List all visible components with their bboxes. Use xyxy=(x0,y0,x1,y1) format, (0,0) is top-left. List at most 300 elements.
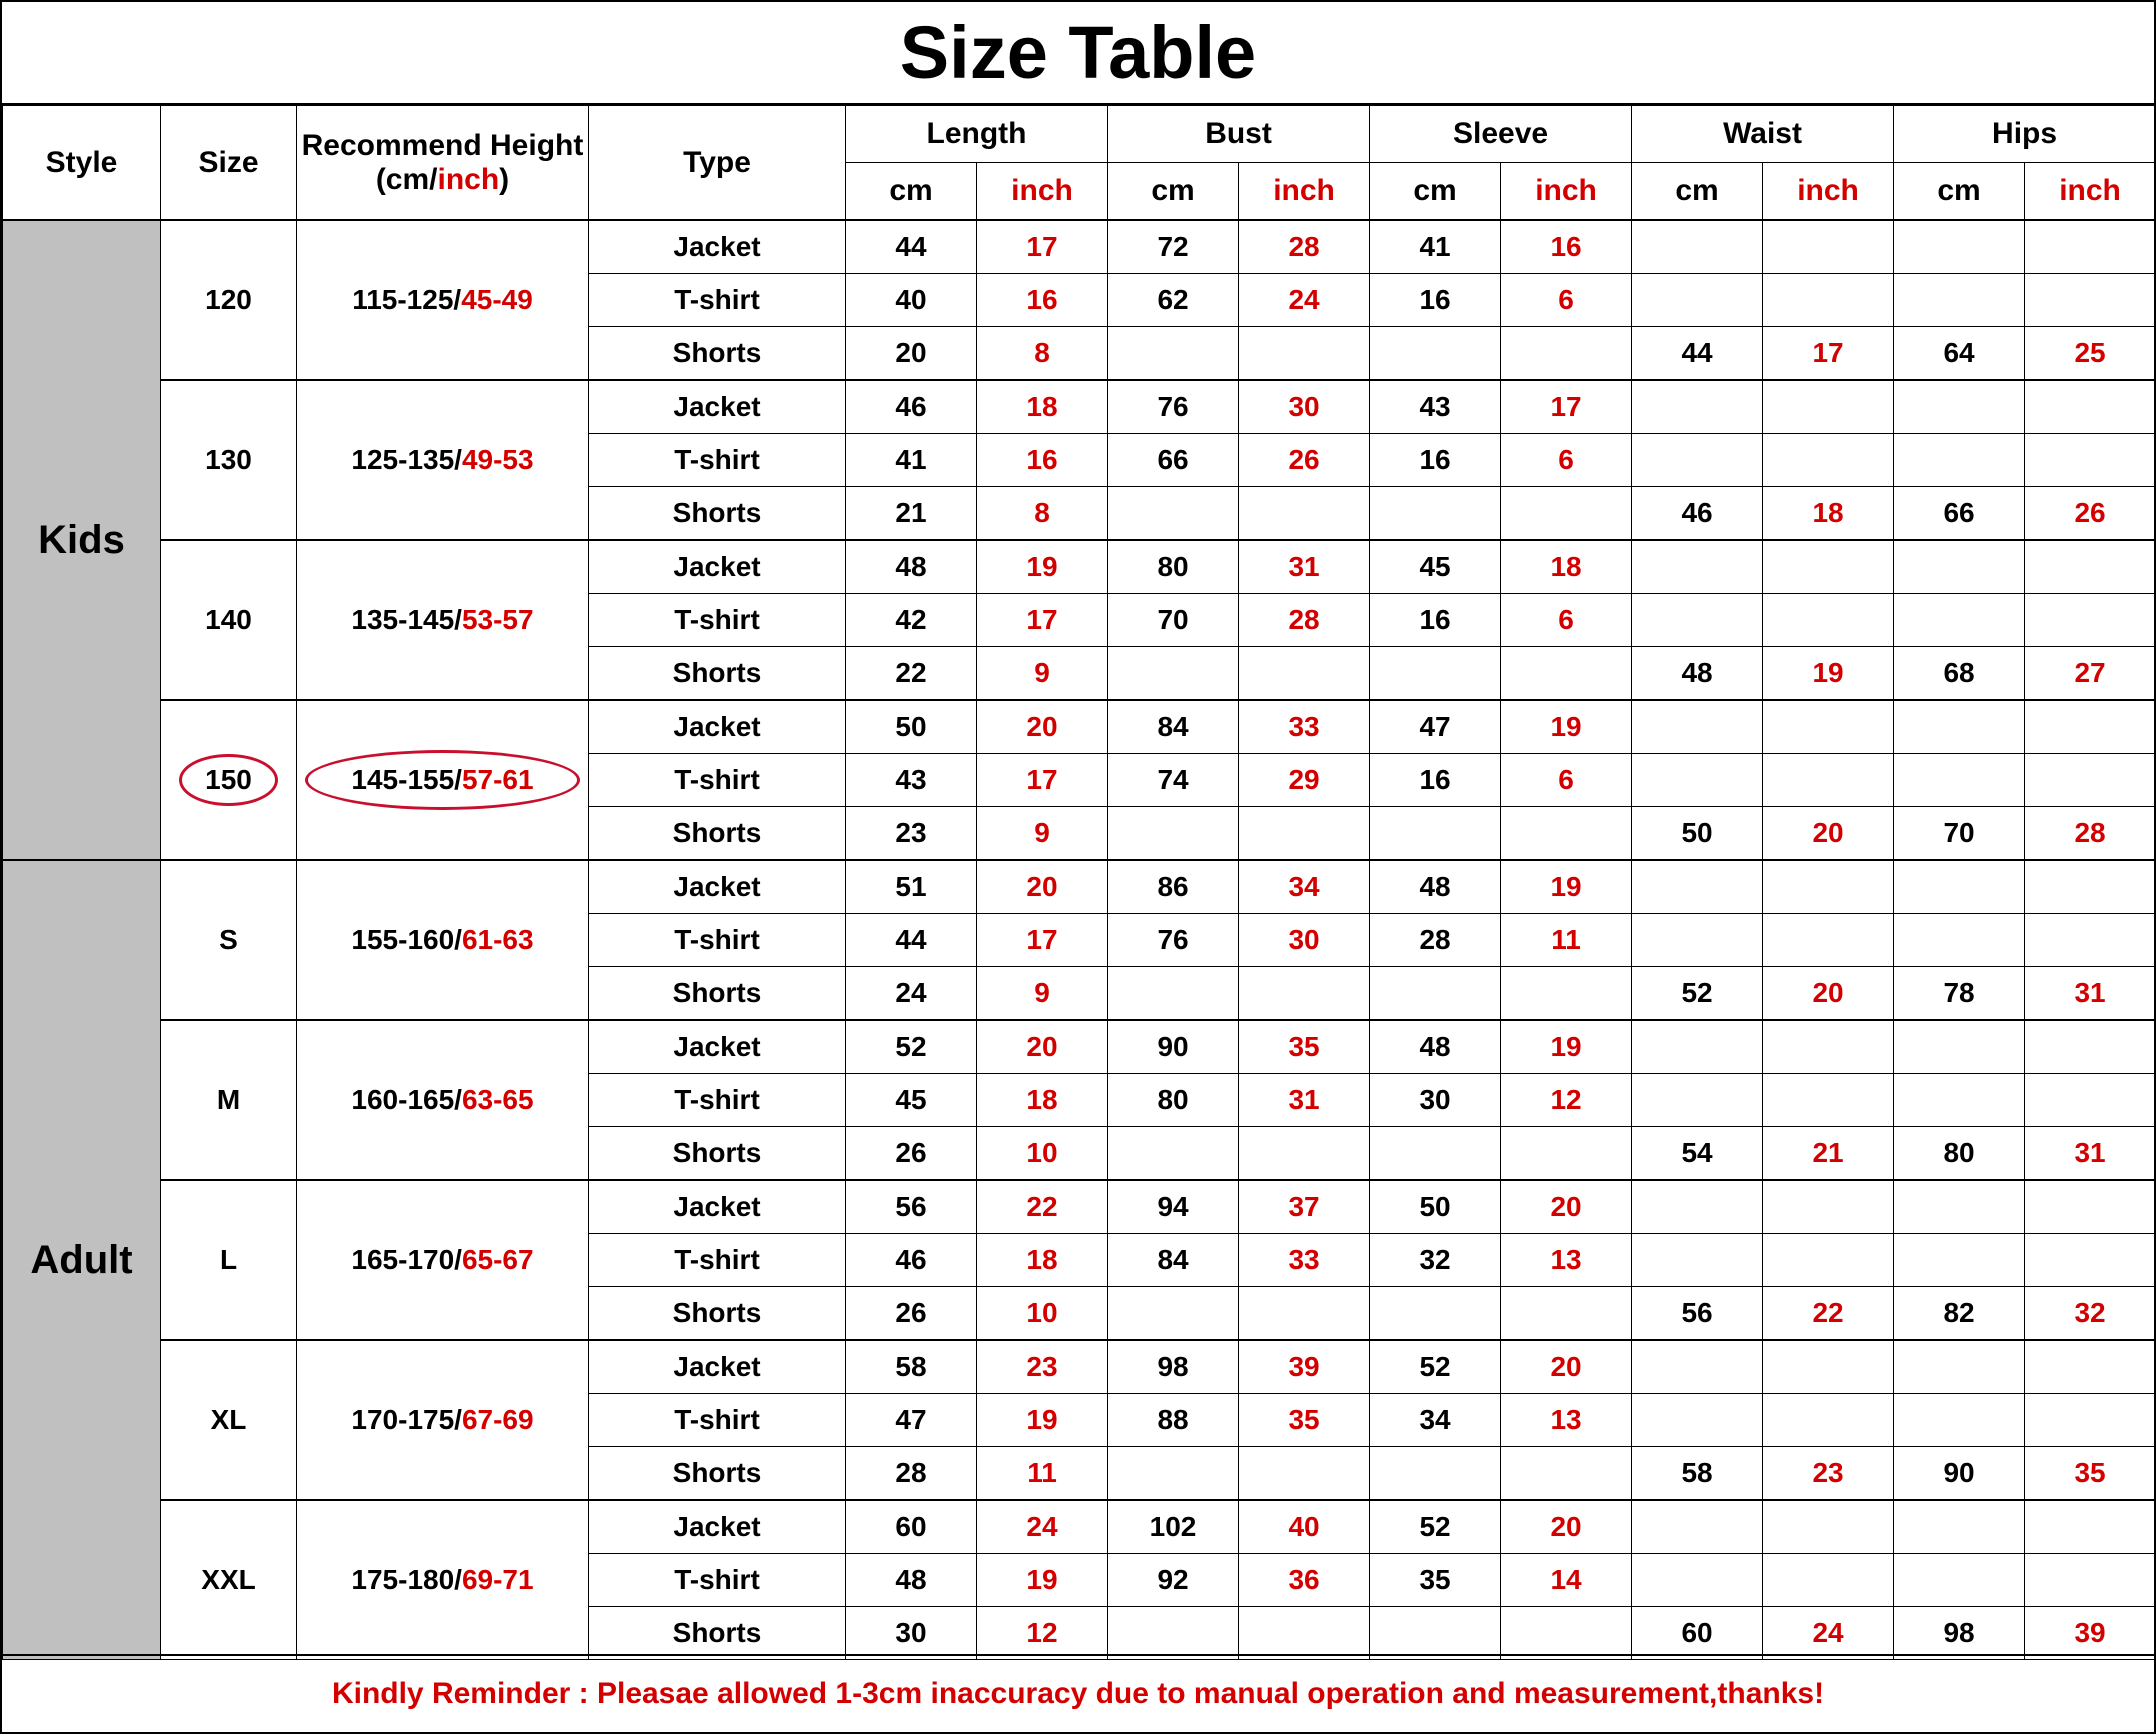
measure-cm xyxy=(1632,1394,1763,1447)
measure-cm: 78 xyxy=(1894,967,2025,1021)
measure-cm: 58 xyxy=(846,1340,977,1394)
measure-inch: 24 xyxy=(1239,274,1370,327)
measure-inch xyxy=(1763,1074,1894,1127)
measure-inch: 22 xyxy=(1763,1287,1894,1341)
measure-inch xyxy=(1501,1287,1632,1341)
measure-inch: 22 xyxy=(977,1180,1108,1234)
measure-cm xyxy=(1894,1394,2025,1447)
size-label: M xyxy=(216,1084,241,1115)
measure-cm xyxy=(1108,1287,1239,1341)
measure-cm: 90 xyxy=(1108,1020,1239,1074)
measure-cm: 98 xyxy=(1894,1607,2025,1660)
measure-inch: 17 xyxy=(1501,380,1632,434)
measure-cm xyxy=(1632,540,1763,594)
size-cell xyxy=(161,860,297,1020)
measure-inch: 19 xyxy=(1501,860,1632,914)
size-label: XXL xyxy=(201,1564,256,1595)
measure-cm: 48 xyxy=(846,1554,977,1607)
measure-inch xyxy=(1501,647,1632,701)
measure-cm xyxy=(1370,1447,1501,1501)
measure-cm: 40 xyxy=(846,274,977,327)
recommend-height-cell xyxy=(297,220,589,380)
table-row xyxy=(3,860,2156,914)
measure-inch xyxy=(1763,274,1894,327)
measure-cm: 42 xyxy=(846,594,977,647)
measure-inch xyxy=(1763,860,1894,914)
measure-cm: 80 xyxy=(1108,1074,1239,1127)
measure-inch: 18 xyxy=(977,1074,1108,1127)
measure-cm: 56 xyxy=(1632,1287,1763,1341)
measure-cm: 50 xyxy=(1370,1180,1501,1234)
measure-inch: 11 xyxy=(1501,914,1632,967)
size-cell xyxy=(161,1180,297,1340)
size-cell xyxy=(161,1500,297,1660)
header-unit-cm: cm xyxy=(1632,163,1763,221)
size-cell xyxy=(161,700,297,860)
measure-cm xyxy=(1108,1447,1239,1501)
measure-inch: 33 xyxy=(1239,700,1370,754)
table-row xyxy=(3,700,2156,754)
measure-inch: 34 xyxy=(1239,860,1370,914)
size-cell xyxy=(161,540,297,700)
measure-inch xyxy=(1763,594,1894,647)
measure-inch xyxy=(2025,754,2156,807)
recommend-height: 115-125/45-49 xyxy=(352,284,533,315)
measure-inch: 17 xyxy=(1763,327,1894,381)
measure-cm: 26 xyxy=(846,1127,977,1181)
measure-inch xyxy=(1239,807,1370,861)
measure-inch xyxy=(2025,1554,2156,1607)
header-group-waist: Waist xyxy=(1632,106,1894,163)
measure-inch: 6 xyxy=(1501,754,1632,807)
recommend-height-cell xyxy=(297,1180,589,1340)
table-row xyxy=(3,1500,2156,1554)
measure-cm: 94 xyxy=(1108,1180,1239,1234)
table-row xyxy=(3,540,2156,594)
measure-inch xyxy=(1763,1180,1894,1234)
measure-cm xyxy=(1632,1074,1763,1127)
measure-cm xyxy=(1370,1607,1501,1660)
measure-cm: 34 xyxy=(1370,1394,1501,1447)
measure-inch: 30 xyxy=(1239,914,1370,967)
header-group-length: Length xyxy=(846,106,1108,163)
recommend-height: 175-180/69-71 xyxy=(351,1564,534,1595)
measure-inch: 20 xyxy=(1501,1340,1632,1394)
measure-cm: 88 xyxy=(1108,1394,1239,1447)
table-row xyxy=(3,1020,2156,1074)
measure-inch: 20 xyxy=(1501,1500,1632,1554)
measure-cm xyxy=(1894,1340,2025,1394)
measure-cm xyxy=(1894,914,2025,967)
header-unit-cm: cm xyxy=(1894,163,2025,221)
measure-inch: 17 xyxy=(977,754,1108,807)
measure-cm xyxy=(1108,327,1239,381)
recommend-height-cell xyxy=(297,1500,589,1660)
measure-inch xyxy=(1763,434,1894,487)
measure-cm: 66 xyxy=(1894,487,2025,541)
garment-type: T-shirt xyxy=(589,914,846,967)
garment-type: T-shirt xyxy=(589,1234,846,1287)
measure-inch xyxy=(2025,860,2156,914)
measure-cm: 48 xyxy=(1370,1020,1501,1074)
measure-cm xyxy=(1108,967,1239,1021)
measure-cm xyxy=(1632,434,1763,487)
garment-type: T-shirt xyxy=(589,434,846,487)
measure-inch: 13 xyxy=(1501,1394,1632,1447)
measure-cm: 64 xyxy=(1894,327,2025,381)
size-cell xyxy=(161,220,297,380)
measure-inch xyxy=(1763,380,1894,434)
garment-type: Jacket xyxy=(589,1340,846,1394)
garment-type: Jacket xyxy=(589,380,846,434)
measure-cm: 20 xyxy=(846,327,977,381)
header-height-line2: (cm/inch) xyxy=(375,162,510,196)
measure-cm: 48 xyxy=(1632,647,1763,701)
measure-inch: 23 xyxy=(977,1340,1108,1394)
measure-cm: 16 xyxy=(1370,434,1501,487)
measure-cm xyxy=(1632,594,1763,647)
measure-cm xyxy=(1894,1500,2025,1554)
measure-cm: 74 xyxy=(1108,754,1239,807)
measure-inch xyxy=(2025,434,2156,487)
recommend-height-cell xyxy=(297,860,589,1020)
garment-type: T-shirt xyxy=(589,1554,846,1607)
measure-inch xyxy=(1501,487,1632,541)
measure-cm xyxy=(1894,220,2025,274)
size-label: XL xyxy=(210,1404,247,1435)
measure-inch xyxy=(2025,1394,2156,1447)
measure-cm xyxy=(1370,1127,1501,1181)
measure-cm xyxy=(1632,1340,1763,1394)
measure-inch xyxy=(1501,1127,1632,1181)
measure-inch: 20 xyxy=(977,1020,1108,1074)
measure-inch: 9 xyxy=(977,807,1108,861)
measure-inch: 19 xyxy=(1501,700,1632,754)
measure-inch: 39 xyxy=(1239,1340,1370,1394)
measure-inch xyxy=(2025,1020,2156,1074)
measure-inch: 28 xyxy=(1239,594,1370,647)
kindly-reminder: Kindly Reminder : Pleasae allowed 1-3cm inaccuracy due to manual operation and measurement,thanks! xyxy=(2,1654,2154,1732)
measure-inch: 6 xyxy=(1501,434,1632,487)
measure-inch xyxy=(2025,1180,2156,1234)
measure-inch: 21 xyxy=(1763,1127,1894,1181)
measure-inch xyxy=(1239,647,1370,701)
recommend-height-cell xyxy=(297,700,589,860)
measure-cm: 84 xyxy=(1108,700,1239,754)
measure-inch xyxy=(2025,274,2156,327)
size-label: 120 xyxy=(205,284,252,315)
measure-inch xyxy=(1763,1554,1894,1607)
measure-cm: 50 xyxy=(1632,807,1763,861)
measure-inch xyxy=(2025,1074,2156,1127)
header-unit-inch: inch xyxy=(977,163,1108,221)
table-row xyxy=(3,1340,2156,1394)
measure-inch xyxy=(2025,380,2156,434)
measure-cm xyxy=(1894,434,2025,487)
measure-cm xyxy=(1370,967,1501,1021)
measure-inch xyxy=(1239,487,1370,541)
measure-inch: 19 xyxy=(977,1554,1108,1607)
measure-inch: 11 xyxy=(977,1447,1108,1501)
style-adult: Adult xyxy=(3,860,161,1660)
measure-cm: 52 xyxy=(846,1020,977,1074)
measure-inch: 18 xyxy=(977,1234,1108,1287)
header-unit-cm: cm xyxy=(1108,163,1239,221)
measure-cm: 102 xyxy=(1108,1500,1239,1554)
recommend-height-cell xyxy=(297,1020,589,1180)
garment-type: Jacket xyxy=(589,1180,846,1234)
header-group-bust: Bust xyxy=(1108,106,1370,163)
garment-type: Shorts xyxy=(589,327,846,381)
garment-type: Shorts xyxy=(589,1607,846,1660)
recommend-height-cell xyxy=(297,380,589,540)
measure-inch: 20 xyxy=(1763,967,1894,1021)
measure-inch: 28 xyxy=(2025,807,2156,861)
measure-cm: 23 xyxy=(846,807,977,861)
garment-type: T-shirt xyxy=(589,274,846,327)
recommend-height: 135-145/53-57 xyxy=(351,604,534,635)
header-type: Type xyxy=(589,106,846,221)
measure-cm: 84 xyxy=(1108,1234,1239,1287)
measure-inch xyxy=(2025,220,2156,274)
measure-cm: 43 xyxy=(846,754,977,807)
measure-cm xyxy=(1894,1554,2025,1607)
measure-inch xyxy=(1239,1287,1370,1341)
measure-inch xyxy=(1763,1020,1894,1074)
measure-cm: 60 xyxy=(846,1500,977,1554)
garment-type: Jacket xyxy=(589,700,846,754)
measure-cm xyxy=(1894,1234,2025,1287)
size-cell xyxy=(161,380,297,540)
measure-cm xyxy=(1894,700,2025,754)
header-style: Style xyxy=(3,106,161,221)
measure-inch: 40 xyxy=(1239,1500,1370,1554)
garment-type: Shorts xyxy=(589,487,846,541)
measure-inch: 28 xyxy=(1239,220,1370,274)
measure-inch: 19 xyxy=(1501,1020,1632,1074)
header-unit-inch: inch xyxy=(1239,163,1370,221)
measure-inch: 31 xyxy=(1239,1074,1370,1127)
measure-cm xyxy=(1632,1234,1763,1287)
measure-inch: 18 xyxy=(1763,487,1894,541)
recommend-height-cell xyxy=(297,1340,589,1500)
garment-type: Jacket xyxy=(589,1500,846,1554)
measure-cm: 44 xyxy=(846,220,977,274)
highlight-oval xyxy=(179,754,278,806)
measure-inch xyxy=(1501,327,1632,381)
measure-cm: 98 xyxy=(1108,1340,1239,1394)
measure-cm: 41 xyxy=(846,434,977,487)
measure-inch xyxy=(1501,1607,1632,1660)
measure-inch: 35 xyxy=(2025,1447,2156,1501)
measure-cm xyxy=(1370,327,1501,381)
measure-cm: 30 xyxy=(846,1607,977,1660)
measure-inch: 35 xyxy=(1239,1020,1370,1074)
measure-inch: 14 xyxy=(1501,1554,1632,1607)
measure-cm xyxy=(1894,1180,2025,1234)
measure-cm: 30 xyxy=(1370,1074,1501,1127)
measure-inch: 31 xyxy=(1239,540,1370,594)
measure-inch: 6 xyxy=(1501,594,1632,647)
garment-type: Jacket xyxy=(589,860,846,914)
measure-cm: 60 xyxy=(1632,1607,1763,1660)
measure-cm: 80 xyxy=(1108,540,1239,594)
recommend-height: 155-160/61-63 xyxy=(351,924,534,955)
measure-inch: 25 xyxy=(2025,327,2156,381)
measure-inch: 30 xyxy=(1239,380,1370,434)
measure-cm xyxy=(1370,807,1501,861)
measure-inch: 20 xyxy=(977,700,1108,754)
garment-type: Jacket xyxy=(589,540,846,594)
measure-cm xyxy=(1370,487,1501,541)
measure-inch xyxy=(2025,1340,2156,1394)
recommend-height: 165-170/65-67 xyxy=(351,1244,534,1275)
measure-cm: 16 xyxy=(1370,274,1501,327)
measure-inch: 24 xyxy=(977,1500,1108,1554)
measure-inch: 17 xyxy=(977,594,1108,647)
recommend-height: 160-165/63-65 xyxy=(351,1084,534,1115)
measure-cm: 56 xyxy=(846,1180,977,1234)
measure-inch xyxy=(2025,700,2156,754)
measure-cm xyxy=(1632,754,1763,807)
measure-inch xyxy=(2025,540,2156,594)
header-height-line1: Recommend Height xyxy=(301,128,584,162)
measure-inch: 10 xyxy=(977,1287,1108,1341)
measure-inch xyxy=(1763,700,1894,754)
table-row xyxy=(3,380,2156,434)
measure-inch: 20 xyxy=(977,860,1108,914)
measure-cm: 68 xyxy=(1894,647,2025,701)
table-row xyxy=(3,220,2156,274)
measure-cm: 24 xyxy=(846,967,977,1021)
measure-cm: 46 xyxy=(846,1234,977,1287)
measure-inch: 19 xyxy=(977,540,1108,594)
measure-cm: 16 xyxy=(1370,594,1501,647)
measure-inch xyxy=(1763,1500,1894,1554)
measure-cm: 35 xyxy=(1370,1554,1501,1607)
measure-cm xyxy=(1108,487,1239,541)
measure-inch: 29 xyxy=(1239,754,1370,807)
measure-inch xyxy=(2025,594,2156,647)
measure-cm: 46 xyxy=(846,380,977,434)
garment-type: T-shirt xyxy=(589,1394,846,1447)
garment-type: Shorts xyxy=(589,1287,846,1341)
header-unit-cm: cm xyxy=(1370,163,1501,221)
measure-inch: 36 xyxy=(1239,1554,1370,1607)
measure-inch xyxy=(2025,1500,2156,1554)
measure-cm: 47 xyxy=(1370,700,1501,754)
measure-cm: 21 xyxy=(846,487,977,541)
garment-type: T-shirt xyxy=(589,754,846,807)
measure-cm: 66 xyxy=(1108,434,1239,487)
measure-cm: 26 xyxy=(846,1287,977,1341)
measure-cm xyxy=(1632,1020,1763,1074)
size-cell xyxy=(161,1020,297,1180)
measure-cm: 62 xyxy=(1108,274,1239,327)
garment-type: Shorts xyxy=(589,1127,846,1181)
measure-inch: 12 xyxy=(1501,1074,1632,1127)
measure-inch: 27 xyxy=(2025,647,2156,701)
header-unit-cm: cm xyxy=(846,163,977,221)
measure-cm: 52 xyxy=(1370,1340,1501,1394)
measure-inch: 8 xyxy=(977,327,1108,381)
measure-cm xyxy=(1108,1607,1239,1660)
garment-type: T-shirt xyxy=(589,594,846,647)
measure-inch xyxy=(1763,220,1894,274)
measure-cm xyxy=(1370,1287,1501,1341)
measure-cm xyxy=(1894,1020,2025,1074)
measure-cm: 28 xyxy=(1370,914,1501,967)
measure-cm xyxy=(1108,647,1239,701)
measure-inch xyxy=(1239,1447,1370,1501)
measure-cm: 50 xyxy=(846,700,977,754)
measure-inch: 37 xyxy=(1239,1180,1370,1234)
size-label: S xyxy=(219,924,238,955)
header-recommend-height xyxy=(297,106,589,221)
measure-cm: 45 xyxy=(846,1074,977,1127)
measure-inch: 23 xyxy=(1763,1447,1894,1501)
measure-inch xyxy=(1239,1607,1370,1660)
garment-type: Jacket xyxy=(589,220,846,274)
measure-inch xyxy=(1763,1340,1894,1394)
measure-cm xyxy=(1894,860,2025,914)
measure-cm: 45 xyxy=(1370,540,1501,594)
measure-inch: 12 xyxy=(977,1607,1108,1660)
measure-inch: 20 xyxy=(1763,807,1894,861)
size-label: 130 xyxy=(205,444,252,475)
size-label: L xyxy=(219,1244,238,1275)
measure-inch: 16 xyxy=(1501,220,1632,274)
header-unit-inch: inch xyxy=(1763,163,1894,221)
measure-cm: 76 xyxy=(1108,914,1239,967)
measure-cm: 52 xyxy=(1370,1500,1501,1554)
measure-inch: 16 xyxy=(977,274,1108,327)
measure-inch: 9 xyxy=(977,647,1108,701)
measure-cm xyxy=(1894,754,2025,807)
measure-inch: 31 xyxy=(2025,1127,2156,1181)
measure-inch: 9 xyxy=(977,967,1108,1021)
measure-inch: 20 xyxy=(1501,1180,1632,1234)
garment-type: Shorts xyxy=(589,967,846,1021)
measure-cm xyxy=(1894,274,2025,327)
measure-cm: 70 xyxy=(1108,594,1239,647)
measure-cm: 70 xyxy=(1894,807,2025,861)
measure-inch: 18 xyxy=(977,380,1108,434)
measure-inch: 24 xyxy=(1763,1607,1894,1660)
measure-inch xyxy=(1239,967,1370,1021)
garment-type: Shorts xyxy=(589,647,846,701)
measure-cm: 54 xyxy=(1632,1127,1763,1181)
measure-cm: 48 xyxy=(1370,860,1501,914)
measure-cm xyxy=(1632,274,1763,327)
measure-inch: 6 xyxy=(1501,274,1632,327)
measure-inch xyxy=(2025,914,2156,967)
measure-cm xyxy=(1632,914,1763,967)
measure-inch: 8 xyxy=(977,487,1108,541)
measure-cm: 80 xyxy=(1894,1127,2025,1181)
measure-cm xyxy=(1632,220,1763,274)
measure-cm xyxy=(1894,380,2025,434)
measure-cm xyxy=(1108,1127,1239,1181)
measure-inch xyxy=(2025,1234,2156,1287)
highlight-oval xyxy=(305,750,579,810)
table-row xyxy=(3,1180,2156,1234)
measure-inch: 17 xyxy=(977,914,1108,967)
measure-cm: 44 xyxy=(846,914,977,967)
measure-inch xyxy=(1763,914,1894,967)
measure-cm: 58 xyxy=(1632,1447,1763,1501)
measure-inch xyxy=(1501,967,1632,1021)
